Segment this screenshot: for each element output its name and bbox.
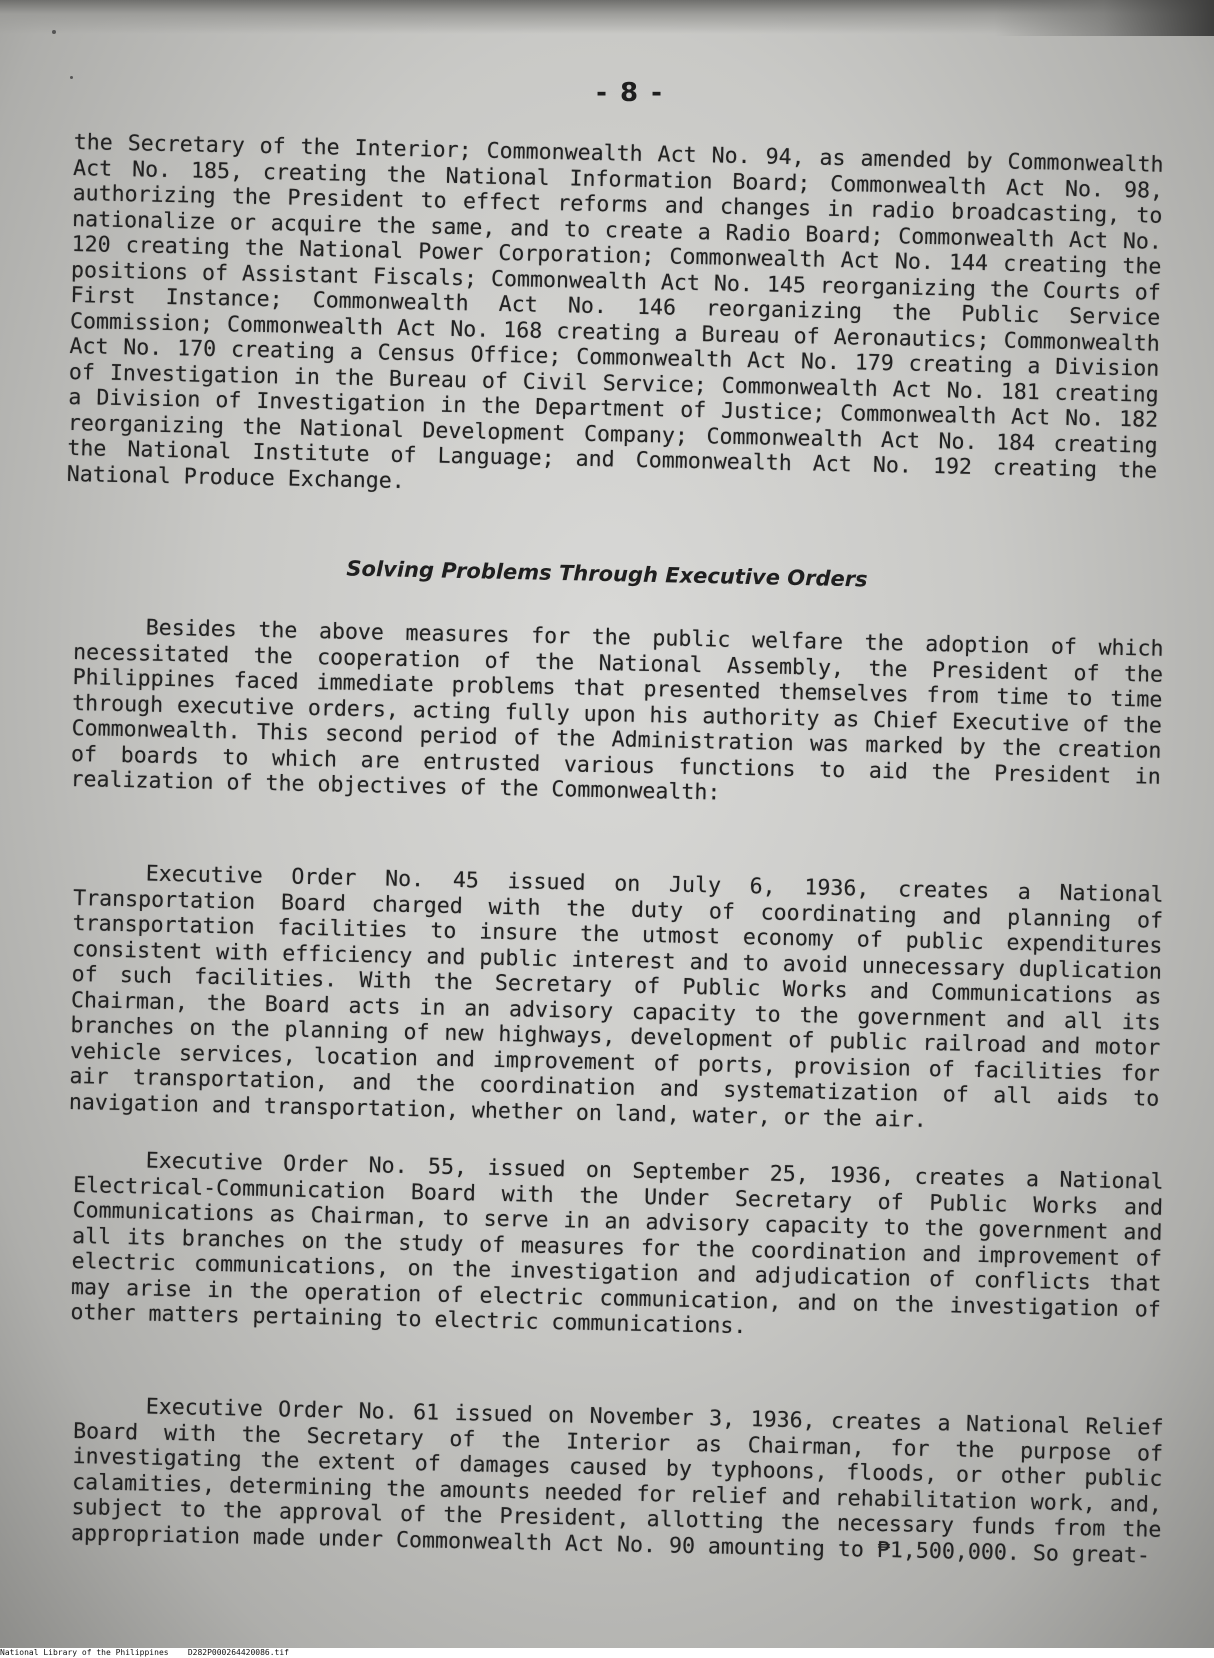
scan-corner-shadow bbox=[994, 0, 1214, 36]
paragraph-besides: Besides the above measures for the public welfare the adoption of which necessitated the cooperation of the National Assembly, the President of the Philippines faced immediate problems that presented themselves from time to time through executive orders, acting fully upon his authority as Chief Executive of the Commonwealth. This second period of the Administration was marked by the creation of boards to which are entrusted various functions to aid the President in realization of the objectives of the Commonwealth: bbox=[70, 615, 1164, 806]
paragraph-commonwealth-acts: the Secretary of the Interior; Commonwealth Act No. 94, as amended by Commonwealth Act No. 185, creating the National Information Board; Commonwealth Act No. 98, authorizing the President to effect reforms and changes in radio broadcasting, to nationalize or acquire the same, and to create a Radio Board; Commonwealth Act No. 120 creating the National Power Corporation; Commonwealth Act No. 144 creating the positions of Assistant Fiscals; Commonwealth Act No. 145 reorganizing the Courts of First Instance; Commonwealth Act No. 146 reorganizing the Public Service Commission; Commonwealth Act No. 168 creating a Bureau of Aeronautics; Commonwealth Act No. 170 creating a Census Office; Commonwealth Act No. 179 creating a Division of Investigation in the Bureau of Civil Service; Commonwealth Act No. 181 creating a Division of Investigation in the Department of Justice; Commonwealth Act No. 182 reorganizing the National Development Company; Commonwealth Act No. 184 creating the National Institute of Language; and Commonwealth Act No. 192 creating the National Produce Exchange. bbox=[66, 130, 1164, 494]
page-number: - 8 - bbox=[596, 78, 664, 108]
paragraph-executive-order-45: Executive Order No. 45 issued on July 6, 1936, creates a National Transportation Board charged with the duty of coordinating and planning of transportation facilities to insure the utmost economy of public expenditures consistent with efficiency and public interest and to avoid unnecessary duplication of such facilities. With the Secretary of Public Works and Communications as Chairman, the Board acts in an advisory capacity to the government and all its branches on the planning of new highways, development of public railroad and motor vehicle services, location and improvement of ports, provision of facilities for air transportation, and the coordination and systematization of all aids to navigation and transportation, whether on land, water, or the air. bbox=[68, 861, 1164, 1133]
scan-footer bbox=[0, 1648, 1214, 1658]
section-heading: Solving Problems Through Executive Orders bbox=[346, 556, 868, 592]
dust-speck bbox=[52, 30, 56, 34]
footer-file-id: D282P000264420086.tif bbox=[187, 1648, 289, 1657]
paragraph-executive-order-61: Executive Order No. 61 issued on November 3, 1936, creates a National Relief Board with the Secretary of the Interior as Chairman, for the purpose of investigating the extent of damages caused by typhoons, floods, or other public calamities, determining the amounts needed for relief and rehabilitation work, and, subject to the approval of the President, allotting the necessary funds from the appropriation made under Commonwealth Act No. 90 amounting to ₱1,500,000. So great- bbox=[70, 1394, 1164, 1569]
footer-library: National Library of the Philippines bbox=[0, 1648, 169, 1657]
paragraph-executive-order-55: Executive Order No. 55, issued on September 25, 1936, creates a National Electrical-Communication Board with the Under Secretary of Public Works and Communications as Chairman, to serve in an advisory capacity to the government and all its branches on the study of measures for the coordination and improvement of electric communications, on the investigation and adjudication of conflicts that may arise in the operation of electric communication, and on the investigation of other matters pertaining to electric communications. bbox=[70, 1148, 1164, 1340]
